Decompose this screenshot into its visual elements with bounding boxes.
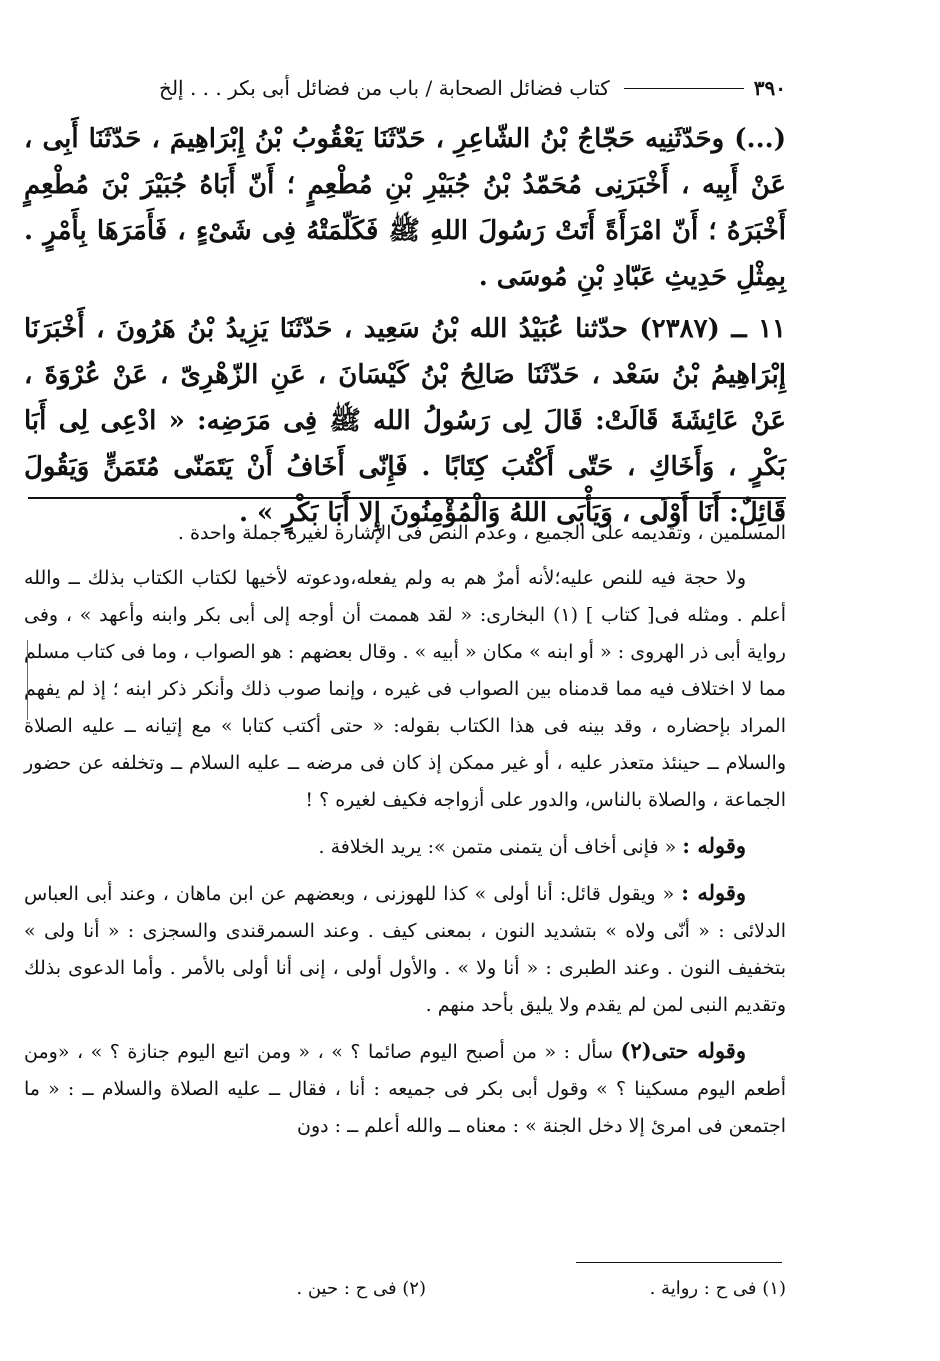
- header-rule: [624, 88, 744, 89]
- footnote-2: (٢) فى ح : حين .: [296, 1278, 426, 1299]
- footnote-1: (١) فى ح : رواية .: [649, 1278, 786, 1299]
- hadith-paragraph: ١١ ــ (٢٣٨٧) حدّثنا عُبَيْدُ الله بْنُ سَعِيد ، حَدّثَنَا يَزِيدُ بْنُ هَرُونَ ، أَخْبَرَنَا إِبْرَاهِيمُ بْنُ سَعْد ، حَدّثَنَا صَالِحُ بْنُ كَيْسَانَ ، عَنِ الزّهْرِىّ ، عَنْ عُرْوَةَ ، عَنْ عَائِشَةَ قَالَتْ: قَالَ لِى رَسُولُ الله ﷺ فِى مَرَضِه: « ادْعِى لِى أَبَا بَكْرٍ ، وَأَخَاكِ ، حَتّى أَكْتُبَ كِتَابًا . فَإِنّى أَخَافُ أَنْ يَتَمَنّى مُتَمَنٍّ وَيَقُولَ قَائِلٌ: أَنَا أَوْلَى ، وَيَأْبَى اللهُ وَالْمُؤْمِنُونَ إِلا أَبَا بَكْرٍ » .: [24, 314, 786, 528]
- hadith-paragraph: (...) وحَدّثَنِيه حَجّاجُ بْنُ الشّاعِرِ ، حَدّثَنَا يَعْقُوبُ بْنُ إِبْرَاهِيمَ ، حَدّثَنَا أَبِى ، عَنْ أَبِيه ، أَخْبَرَنِى مُحَمّدُ بْنُ جُبَيْرِ بْنِ مُطْعِمٍ ؛ أَنّ أَبَاهُ جُبَيْرَ بْنَ مُطْعِمٍ أَخْبَرَهُ ؛ أَنّ امْرَأَةً أَتَتْ رَسُولَ اللهِ ﷺ فَكَلّمَتْهُ فِى شَىْءٍ ، فَأَمَرَهَا بِأَمْرٍ . بِمِثْلِ حَدِيثِ عَبّادِ بْنِ مُوسَى .: [24, 124, 786, 292]
- commentary-keyword: وقوله :: [681, 880, 747, 905]
- commentary-paragraph: [24, 827, 786, 866]
- hadith-text: [24, 116, 786, 536]
- commentary-keyword: وقوله حتى(٢): [620, 1038, 746, 1063]
- page-header: [28, 70, 786, 106]
- commentary-paragraph: المسلمين ، وتقديمه على الجميع ، وعدم النص فى الإشارة لغيره جملة واحدة .: [177, 522, 786, 544]
- section-divider: [28, 497, 786, 499]
- commentary-paragraph: [24, 874, 786, 1024]
- commentary-body: « فإنى أخاف أن يتمنى متمن »: يريد الخلافة .: [318, 836, 683, 858]
- commentary-keyword: وقوله :: [682, 833, 746, 858]
- running-title: كتاب فضائل الصحابة / باب من فضائل أبى بكر . . . إلخ: [159, 76, 610, 100]
- commentary-paragraph: ولا حجة فيه للنص عليه؛لأنه أمرٌ هم به ولم يفعله،ودعوته لأخيها لكتاب الكتاب بذلك ــ والله أعلم . ومثله فى[ كتاب ] (١) البخارى: « لقد هممت أن أوجه إلى أبى بكر وابنه وأعهد » ، وفى رواية أبى ذر الهروى : « أو ابنه » مكان « أبيه » . وقال بعضهم : هو الصواب ، وما فى كتاب مسلم مما لا اختلاف فيه مما قدمناه بين الصواب فى غيره ، وإنما صوب ذلك وأنكر ذكر ابنه ؛ إذ لم يفهم المراد بإحضاره ، وقد بينه فى هذا الكتاب بقوله: « حتى أكتب كتابا » مع إتيانه ــ عليه الصلاة والسلام ــ حينئذ متعذر عليه ، أو غير ممكن إذ كان فى مرضه ــ عليه السلام ــ وتخلفه عن حضور الجماعة ، والصلاة بالناس، والدور على أزواجه فكيف لغيره ؟ !: [24, 567, 786, 811]
- page-number: ٣٩٠: [753, 76, 786, 100]
- footnote-rule: [576, 1262, 782, 1263]
- commentary-paragraph: [24, 1032, 786, 1145]
- scan-margin-line: [27, 640, 28, 720]
- commentary-body: سأل : « من أصبح اليوم صائما ؟ » ، « ومن اتبع اليوم جنازة ؟ » ، «ومن أطعم اليوم مسكينا ؟ » وقول أبى بكر فى جميعه : أنا ، فقال ــ عليه الصلاة والسلام ــ : « ما اجتمعن فى امرئ إلا دخل الجنة » : معناه ــ والله أعلم ــ : دون: [24, 1041, 786, 1137]
- footnotes: [24, 1278, 786, 1310]
- commentary-text: [24, 515, 786, 1145]
- commentary-body: « ويقول قائل: أنا أولى » كذا للهوزنى ، وبعضهم عن ابن ماهان ، وعند أبى العباس الدلائى : « أنّى ولاه » بتشديد النون ، بمعنى كيف . وعند السمرقندى والسجزى : « أنا ولى » بتخفيف النون . وعند الطبرى : « أنا ولا » . والأول أولى ، إنى أنا أولى بالأمر . وأما الدعوى بذلك وتقديم النبى لمن لم يقدم ولا يليق بأحد منهم .: [24, 883, 786, 1016]
